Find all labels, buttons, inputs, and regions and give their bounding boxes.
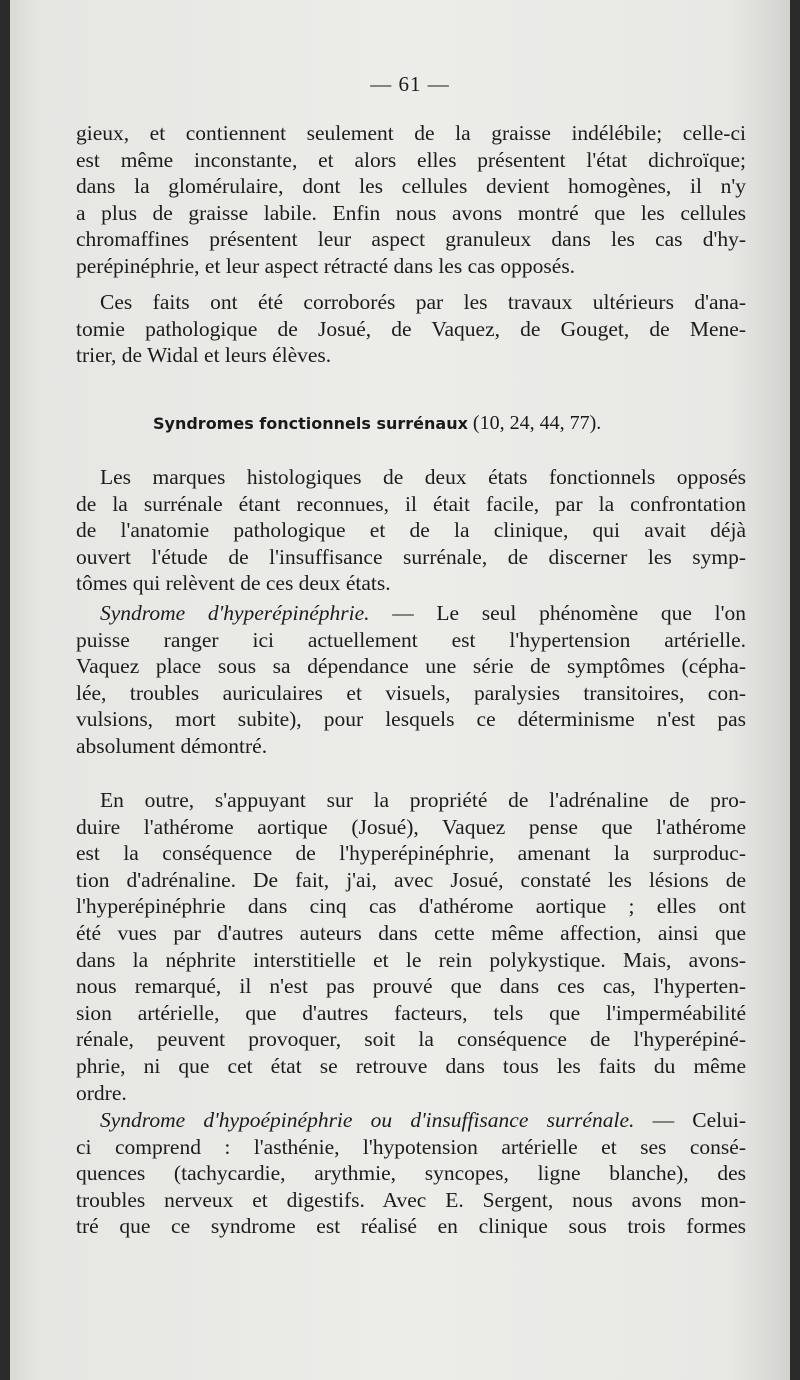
text-line: vulsions, mort subite), pour lesquels ce déterminisme n'est pas xyxy=(76,707,746,732)
text-line: En outre, s'appuyant sur la propriété de l'adrénaline de pro- xyxy=(100,788,746,812)
text-line: absolument démontré. xyxy=(76,733,268,758)
text-line: est même inconstante, et alors elles présentent l'état dichroïque; xyxy=(76,147,746,172)
text-line: sion artérielle, que d'autres facteurs, tels que l'imperméabilité xyxy=(76,1000,746,1025)
paragraph-corroboration xyxy=(76,289,746,369)
text-line: phrie, ni que cet état se retrouve dans tous les faits du même xyxy=(76,1053,746,1078)
paragraph-hyperepinephrie xyxy=(76,600,746,760)
text-line: nous remarqué, il n'est pas prouvé que dans ces cas, l'hyperten- xyxy=(76,974,746,999)
text-line: trier, de Widal et leurs élèves. xyxy=(76,343,332,368)
section-heading-refs: (10, 24, 44, 77). xyxy=(467,412,602,434)
text-line: Vaquez place sous sa dépendance une série de symptômes (cépha- xyxy=(76,654,746,679)
text-line: duire l'athérome aortique (Josué), Vaquez pense que l'athérome xyxy=(76,814,746,839)
text-line: été vues par d'autres auteurs dans cette même affection, ainsi que xyxy=(76,920,746,945)
text-line: a plus de graisse labile. Enfin nous avons montré que les cellules xyxy=(76,200,746,225)
text-line: tômes qui relèvent de ces deux états. xyxy=(76,571,391,596)
text-line xyxy=(76,1107,746,1134)
text-line: tion d'adrénaline. De fait, j'ai, avec Josué, constaté les lésions de xyxy=(76,867,746,892)
text-line: Les marques histologiques de deux états fonctionnels opposés xyxy=(100,465,746,489)
text-line: ci comprend : l'asthénie, l'hypotension artérielle et ses consé- xyxy=(76,1134,746,1159)
paragraph-atheroma xyxy=(76,787,746,1106)
text-line: gieux, et contiennent seulement de la graisse indélébile; celle-ci xyxy=(76,121,746,145)
text-line: Ces faits ont été corroborés par les travaux ultérieurs d'ana- xyxy=(100,290,746,314)
page-number: — 61 — xyxy=(370,72,450,96)
section-heading-title: Syndromes fonctionnels surrénaux xyxy=(153,414,468,433)
text-line: chromaffines présentent leur aspect granuleux dans les cas d'hy- xyxy=(76,227,746,252)
text-line: tomie pathologique de Josué, de Vaquez, de Gouget, de Mene- xyxy=(76,316,746,341)
text-line: rénale, peuvent provoquer, soit la conséquence de l'hyperépiné- xyxy=(76,1027,746,1052)
text-line: troubles nerveux et digestifs. Avec E. Sergent, nous avons mon- xyxy=(76,1187,746,1212)
paragraph-histology-summary xyxy=(76,120,746,280)
text-line: quences (tachycardie, arythmie, syncopes, ligne blanche), des xyxy=(76,1161,746,1186)
italic-run-in-title: Syndrome d'hyperépinéphrie. xyxy=(100,601,370,625)
line-continuation: — Celui- xyxy=(634,1108,746,1132)
text-line: tré que ce syndrome est réalisé en clinique sous trois formes xyxy=(76,1214,746,1239)
book-page xyxy=(10,0,790,1380)
line-continuation: — Le seul phénomène que l'on xyxy=(369,601,746,625)
section-heading xyxy=(153,412,601,435)
text-line: de la surrénale étant reconnues, il était facile, par la confrontation xyxy=(76,491,746,516)
text-line: ouvert l'étude de l'insuffisance surrénale, de discerner les symp- xyxy=(76,544,746,569)
text-line xyxy=(76,600,746,627)
text-line: l'hyperépinéphrie dans cinq cas d'athérome aortique ; elles ont xyxy=(76,894,746,919)
italic-run-in-title: Syndrome d'hypoépinéphrie ou d'insuffisance surrénale. xyxy=(100,1108,635,1132)
text-line: dans la glomérulaire, dont les cellules devient homogènes, il n'y xyxy=(76,174,746,199)
text-line: perépinéphrie, et leur aspect rétracté dans les cas opposés. xyxy=(76,253,576,278)
text-line: est la conséquence de l'hyperépinéphrie, amenant la surproduc- xyxy=(76,841,746,866)
text-line: lée, troubles auriculaires et visuels, paralysies transitoires, con- xyxy=(76,680,746,705)
paragraph-functional-marks xyxy=(76,464,746,597)
paragraph-hypoepinephrie xyxy=(76,1107,746,1240)
text-line: dans la néphrite interstitielle et le rein polykystique. Mais, avons- xyxy=(76,947,746,972)
text-line: puisse ranger ici actuellement est l'hypertension artérielle. xyxy=(76,627,746,652)
text-line: ordre. xyxy=(76,1080,127,1105)
text-line: de l'anatomie pathologique et de la clinique, qui avait déjà xyxy=(76,518,746,543)
